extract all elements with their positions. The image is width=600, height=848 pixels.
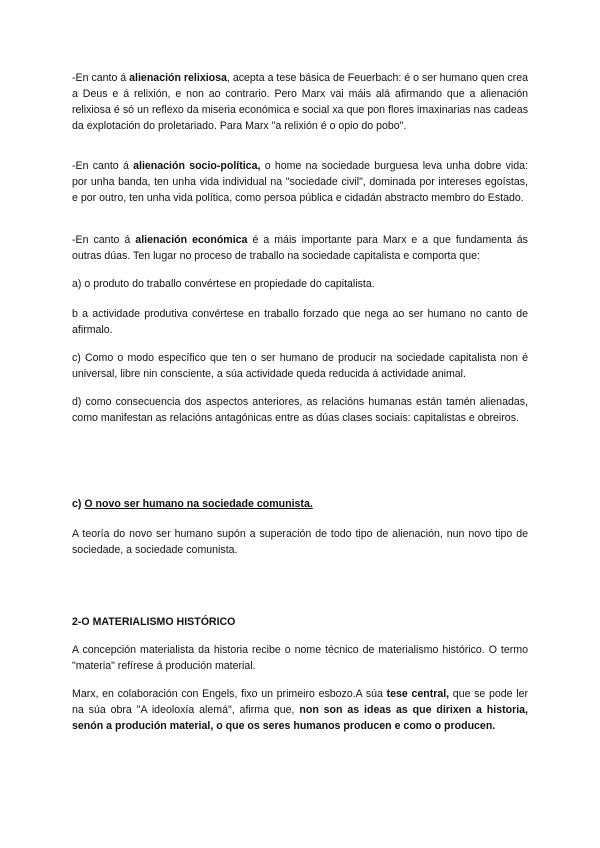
p10-text-start: Marx, en colaboración con Engels, fixo un primeiro esbozo.A súa xyxy=(72,688,387,700)
p1-text-rest: , acepta a tese básica de Feuerbach: é o ser humano quen crea a Deus e á relixión, e non ao contrario. Pero Marx vai máis alá afirmando que a alienación relixiosa é só un reflexo da miseria económica e social xa que pon flores imaxinarias nas cadeas da explotación do proletariado. Para Marx "a relixión é o opio do pobo". xyxy=(72,72,528,132)
list-item-b: b a actividade produtiva convértese en traballo forzado que nega ao ser humano no canto de afirmalo. xyxy=(72,308,528,336)
paragraph-central-thesis xyxy=(72,686,528,734)
term-economic-alienation: alienación económica xyxy=(135,234,248,246)
list-item-c: c) Como o modo específico que ten o ser humano de producir na sociedade capitalista non é universal, libre nin consciente, a súa actividade queda reducida á actividade animal. xyxy=(72,352,528,380)
section-c-prefix: c) xyxy=(72,498,85,510)
paragraph-materialist-conception: A concepción materialista da historia recibe o nome técnico de materialismo histórico. O termo "materia" refírese á produción material. xyxy=(72,644,528,672)
section-heading-new-human xyxy=(72,496,528,512)
p1-text-start: -En canto á xyxy=(72,72,130,84)
section-c-title: O novo ser humano na sociedade comunista. xyxy=(84,498,313,510)
paragraph-new-human: A teoría do novo ser humano supón a superación de todo tipo de alienación, nun novo tipo de sociedade, a sociedade comunista. xyxy=(72,528,528,556)
section-heading-historical-materialism: 2-O MATERIALISMO HISTÓRICO xyxy=(72,616,236,628)
paragraph-sociopolitical-alienation xyxy=(72,158,528,206)
thesis-statement: non son as ideas as que dirixen a historia, senón a produción material, o que os seres humanos producen e como o producen. xyxy=(72,704,528,732)
list-item-a: a) o produto do traballo convértese en propiedade do capitalista. xyxy=(72,278,375,290)
paragraph-religious-alienation xyxy=(72,70,528,134)
term-sociopolitical-alienation: alienación socio-política, xyxy=(133,160,261,172)
term-religious-alienation: alienación relixiosa xyxy=(129,72,227,84)
p3-text-rest: é a máis importante para Marx e a que fundamenta ás outras dúas. Ten lugar no proceso de traballo na sociedade capitalista e comporta que: xyxy=(72,234,528,262)
list-item-d: d) como consecuencia dos aspectos anteriores, as relacións humanas están tamén alienadas, como manifestan as relacións antagónicas entre as dúas clases sociais: capitalistas e obreiros. xyxy=(72,396,528,424)
p2-text-rest: o home na sociedade burguesa leva unha dobre vida: por unha banda, ten unha vida individual na "sociedade civil", dominada por intereses egoístas, e por outro, ten unha vida política, como persoa pública e cidadán abstracto membro do Estado. xyxy=(72,160,528,204)
paragraph-economic-alienation xyxy=(72,232,528,264)
p3-text-start: -En canto á xyxy=(72,234,136,246)
p2-text-start: -En canto á xyxy=(72,160,134,172)
p10-text-middle: que se pode ler na súa obra "A ideoloxía alemá", afirma que, xyxy=(72,688,528,716)
term-central-thesis: tese central, xyxy=(386,688,450,700)
